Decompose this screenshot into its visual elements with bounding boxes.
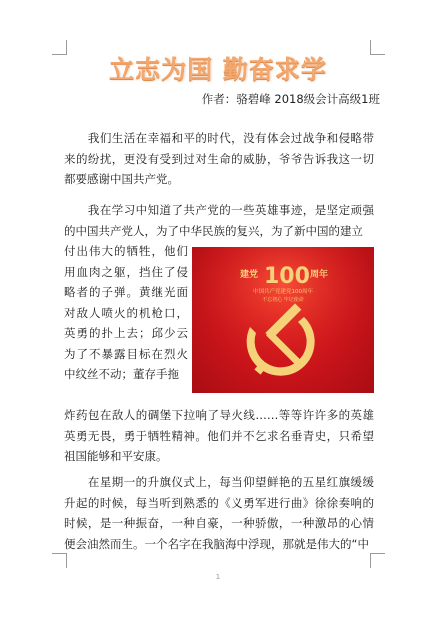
banner-number: 100 bbox=[264, 264, 310, 289]
paragraph-3: 炸药包在敌人的碉堡下拉响了导火线……等等许许多的英雄英勇无畏，勇于牺牲精神。他们并不乞求名垂青史，只希望祖国能够和平安康。 bbox=[64, 408, 374, 463]
banner-right-text: 周年 bbox=[310, 270, 329, 280]
party-emblem-graphic bbox=[192, 247, 374, 393]
crop-mark-bottom-left bbox=[52, 553, 67, 568]
party-anniversary-image bbox=[192, 247, 374, 393]
paragraph-4: 在星期一的升旗仪式上，每当仰望鲜艳的五星红旗缓缓升起的时候，每当听到熟悉的《义勇军进行曲》徐徐奏响的时候，是一种振奋，一种自豪，一种骄傲，一种激昂的心情便会油然而生。一个名字在我脑海中浮现，那就是伟大的“中 bbox=[64, 475, 374, 551]
paragraph-2: 我在学习中知道了共产党的一些英雄事迹，是坚定顽强的中国共产党人，为了中华民族的复兴，为了新中国的建立 bbox=[64, 203, 374, 238]
paragraph-1: 我们生活在幸福和平的时代，没有体会过战争和侵略带来的纷扰，更没有受到过对生命的威胁，爷爷告诉我这一切都要感谢中国共产党。 bbox=[64, 131, 374, 186]
page-number: 1 bbox=[215, 573, 221, 581]
banner-left-text: 建党 bbox=[240, 270, 259, 280]
banner-subtitle: 中国共产党建党100周年 bbox=[253, 289, 313, 295]
author-line: 作者：骆碧峰 2018级会计高级1班 bbox=[201, 92, 380, 106]
banner-slogan: 不忘初心 牢记使命 bbox=[262, 297, 304, 303]
paragraph-2-wrapped-text: 付出伟大的牺牲，他们用血肉之躯，挡住了侵略者的子弹。黄继光面对敌人喷火的机枪口，英勇的扑上去；邱少云为了不暴露目标在烈火中纹丝不动；董存手拖 bbox=[64, 244, 188, 381]
document-title: 立志为国 勤奋求学 bbox=[109, 55, 327, 84]
crop-mark-bottom-right bbox=[370, 553, 385, 568]
